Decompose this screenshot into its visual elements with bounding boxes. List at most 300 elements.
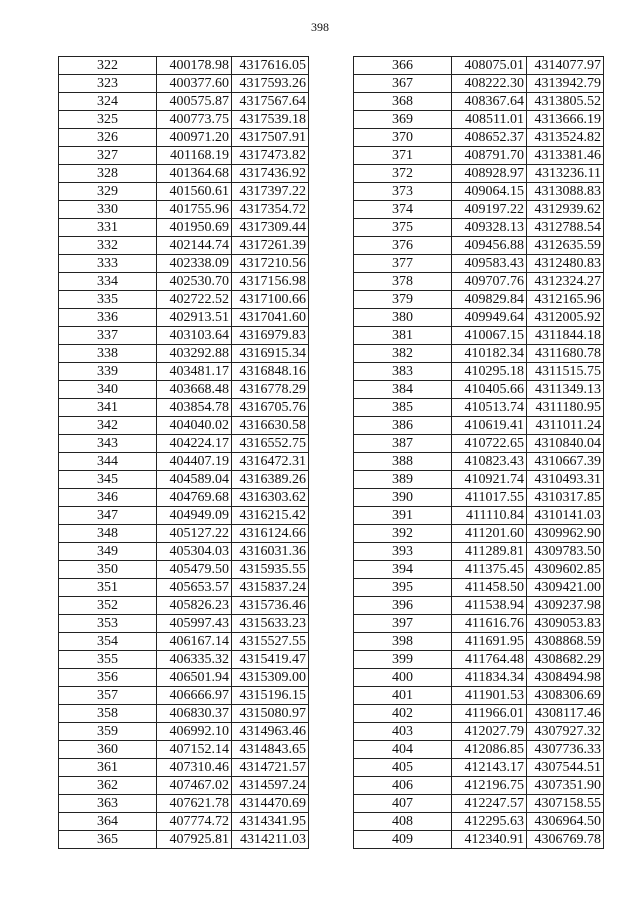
point-number-cell: 400	[354, 669, 452, 687]
x-coordinate-cell: 406335.32	[157, 651, 232, 669]
point-number-cell: 361	[59, 759, 157, 777]
x-coordinate-cell: 405653.57	[157, 579, 232, 597]
y-coordinate-cell: 4314211.03	[232, 831, 309, 849]
point-number-cell: 379	[354, 291, 452, 309]
x-coordinate-cell: 402722.52	[157, 291, 232, 309]
x-coordinate-cell: 411375.45	[452, 561, 527, 579]
x-coordinate-cell: 409456.88	[452, 237, 527, 255]
table-row	[59, 111, 309, 129]
table-row	[59, 345, 309, 363]
table-row	[59, 57, 309, 75]
point-number-cell: 341	[59, 399, 157, 417]
table-row	[59, 165, 309, 183]
y-coordinate-cell: 4314470.69	[232, 795, 309, 813]
table-row	[59, 561, 309, 579]
point-number-cell: 337	[59, 327, 157, 345]
x-coordinate-cell: 401755.96	[157, 201, 232, 219]
table-row	[59, 255, 309, 273]
table-row	[59, 219, 309, 237]
x-coordinate-cell: 406167.14	[157, 633, 232, 651]
table-row	[59, 633, 309, 651]
y-coordinate-cell: 4309962.90	[527, 525, 604, 543]
table-row	[59, 705, 309, 723]
x-coordinate-cell: 407310.46	[157, 759, 232, 777]
point-number-cell: 323	[59, 75, 157, 93]
x-coordinate-cell: 400575.87	[157, 93, 232, 111]
table-row	[59, 525, 309, 543]
y-coordinate-cell: 4315080.97	[232, 705, 309, 723]
table-row	[354, 597, 604, 615]
x-coordinate-cell: 408928.97	[452, 165, 527, 183]
table-row	[59, 237, 309, 255]
point-number-cell: 367	[354, 75, 452, 93]
point-number-cell: 366	[354, 57, 452, 75]
point-number-cell: 368	[354, 93, 452, 111]
y-coordinate-cell: 4315419.47	[232, 651, 309, 669]
x-coordinate-cell: 408222.30	[452, 75, 527, 93]
x-coordinate-cell: 412196.75	[452, 777, 527, 795]
point-number-cell: 381	[354, 327, 452, 345]
table-row	[354, 255, 604, 273]
x-coordinate-cell: 410921.74	[452, 471, 527, 489]
table-row	[59, 489, 309, 507]
table-row	[354, 741, 604, 759]
point-number-cell: 339	[59, 363, 157, 381]
x-coordinate-cell: 407621.78	[157, 795, 232, 813]
x-coordinate-cell: 410067.15	[452, 327, 527, 345]
point-number-cell: 350	[59, 561, 157, 579]
x-coordinate-cell: 404769.68	[157, 489, 232, 507]
point-number-cell: 376	[354, 237, 452, 255]
table-row	[354, 399, 604, 417]
y-coordinate-cell: 4314597.24	[232, 777, 309, 795]
y-coordinate-cell: 4314077.97	[527, 57, 604, 75]
point-number-cell: 327	[59, 147, 157, 165]
y-coordinate-cell: 4308306.69	[527, 687, 604, 705]
table-row	[354, 813, 604, 831]
table-row	[59, 687, 309, 705]
y-coordinate-cell: 4316705.76	[232, 399, 309, 417]
table-row	[354, 417, 604, 435]
x-coordinate-cell: 400773.75	[157, 111, 232, 129]
table-row	[59, 435, 309, 453]
x-coordinate-cell: 412340.91	[452, 831, 527, 849]
point-number-cell: 374	[354, 201, 452, 219]
y-coordinate-cell: 4313524.82	[527, 129, 604, 147]
y-coordinate-cell: 4316124.66	[232, 525, 309, 543]
x-coordinate-cell: 412247.57	[452, 795, 527, 813]
y-coordinate-cell: 4317041.60	[232, 309, 309, 327]
y-coordinate-cell: 4315837.24	[232, 579, 309, 597]
table-row	[354, 687, 604, 705]
table-row	[59, 93, 309, 111]
table-row	[354, 75, 604, 93]
x-coordinate-cell: 406501.94	[157, 669, 232, 687]
point-number-cell: 393	[354, 543, 452, 561]
point-number-cell: 343	[59, 435, 157, 453]
x-coordinate-cell: 412027.79	[452, 723, 527, 741]
x-coordinate-cell: 405304.03	[157, 543, 232, 561]
y-coordinate-cell: 4316848.16	[232, 363, 309, 381]
point-number-cell: 332	[59, 237, 157, 255]
table-row	[354, 543, 604, 561]
x-coordinate-cell: 411901.53	[452, 687, 527, 705]
point-number-cell: 328	[59, 165, 157, 183]
point-number-cell: 348	[59, 525, 157, 543]
y-coordinate-cell: 4313236.11	[527, 165, 604, 183]
table-row	[354, 723, 604, 741]
table-row	[354, 651, 604, 669]
y-coordinate-cell: 4315309.00	[232, 669, 309, 687]
x-coordinate-cell: 406666.97	[157, 687, 232, 705]
x-coordinate-cell: 411538.94	[452, 597, 527, 615]
page-number: 398	[311, 20, 329, 34]
y-coordinate-cell: 4317309.44	[232, 219, 309, 237]
point-number-cell: 355	[59, 651, 157, 669]
y-coordinate-cell: 4313381.46	[527, 147, 604, 165]
y-coordinate-cell: 4311349.13	[527, 381, 604, 399]
x-coordinate-cell: 410823.43	[452, 453, 527, 471]
point-number-cell: 392	[354, 525, 452, 543]
y-coordinate-cell: 4313942.79	[527, 75, 604, 93]
table-row	[59, 507, 309, 525]
y-coordinate-cell: 4313088.83	[527, 183, 604, 201]
x-coordinate-cell: 409064.15	[452, 183, 527, 201]
x-coordinate-cell: 403292.88	[157, 345, 232, 363]
table-row	[59, 363, 309, 381]
point-number-cell: 334	[59, 273, 157, 291]
point-number-cell: 335	[59, 291, 157, 309]
y-coordinate-cell: 4308117.46	[527, 705, 604, 723]
point-number-cell: 347	[59, 507, 157, 525]
x-coordinate-cell: 409949.64	[452, 309, 527, 327]
x-coordinate-cell: 401168.19	[157, 147, 232, 165]
x-coordinate-cell: 401364.68	[157, 165, 232, 183]
y-coordinate-cell: 4316215.42	[232, 507, 309, 525]
y-coordinate-cell: 4311515.75	[527, 363, 604, 381]
y-coordinate-cell: 4309602.85	[527, 561, 604, 579]
x-coordinate-cell: 409583.43	[452, 255, 527, 273]
y-coordinate-cell: 4316389.26	[232, 471, 309, 489]
point-number-cell: 390	[354, 489, 452, 507]
point-number-cell: 377	[354, 255, 452, 273]
point-number-cell: 373	[354, 183, 452, 201]
point-number-cell: 408	[354, 813, 452, 831]
y-coordinate-cell: 4313666.19	[527, 111, 604, 129]
x-coordinate-cell: 412086.85	[452, 741, 527, 759]
point-number-cell: 342	[59, 417, 157, 435]
y-coordinate-cell: 4312788.54	[527, 219, 604, 237]
point-number-cell: 396	[354, 597, 452, 615]
x-coordinate-cell: 411834.34	[452, 669, 527, 687]
point-number-cell: 397	[354, 615, 452, 633]
point-number-cell: 336	[59, 309, 157, 327]
x-coordinate-cell: 404949.09	[157, 507, 232, 525]
point-number-cell: 365	[59, 831, 157, 849]
y-coordinate-cell: 4316630.58	[232, 417, 309, 435]
table-row	[59, 75, 309, 93]
table-row	[354, 507, 604, 525]
y-coordinate-cell: 4309237.98	[527, 597, 604, 615]
x-coordinate-cell: 409197.22	[452, 201, 527, 219]
x-coordinate-cell: 408511.01	[452, 111, 527, 129]
table-row	[59, 201, 309, 219]
table-row	[354, 219, 604, 237]
y-coordinate-cell: 4310317.85	[527, 489, 604, 507]
y-coordinate-cell: 4309783.50	[527, 543, 604, 561]
y-coordinate-cell: 4308682.29	[527, 651, 604, 669]
y-coordinate-cell: 4317567.64	[232, 93, 309, 111]
point-number-cell: 402	[354, 705, 452, 723]
point-number-cell: 349	[59, 543, 157, 561]
y-coordinate-cell: 4317616.05	[232, 57, 309, 75]
point-number-cell: 329	[59, 183, 157, 201]
x-coordinate-cell: 407774.72	[157, 813, 232, 831]
point-number-cell: 404	[354, 741, 452, 759]
table-row	[354, 579, 604, 597]
y-coordinate-cell: 4310141.03	[527, 507, 604, 525]
x-coordinate-cell: 408075.01	[452, 57, 527, 75]
point-number-cell: 384	[354, 381, 452, 399]
point-number-cell: 387	[354, 435, 452, 453]
table-row	[59, 273, 309, 291]
x-coordinate-cell: 405997.43	[157, 615, 232, 633]
table-row	[354, 471, 604, 489]
point-number-cell: 330	[59, 201, 157, 219]
point-number-cell: 354	[59, 633, 157, 651]
table-row	[59, 327, 309, 345]
table-row	[59, 291, 309, 309]
x-coordinate-cell: 409328.13	[452, 219, 527, 237]
point-number-cell: 370	[354, 129, 452, 147]
point-number-cell: 394	[354, 561, 452, 579]
y-coordinate-cell: 4312165.96	[527, 291, 604, 309]
point-number-cell: 380	[354, 309, 452, 327]
x-coordinate-cell: 404589.04	[157, 471, 232, 489]
point-number-cell: 360	[59, 741, 157, 759]
y-coordinate-cell: 4307351.90	[527, 777, 604, 795]
y-coordinate-cell: 4308494.98	[527, 669, 604, 687]
point-number-cell: 331	[59, 219, 157, 237]
x-coordinate-cell: 411458.50	[452, 579, 527, 597]
y-coordinate-cell: 4316552.75	[232, 435, 309, 453]
y-coordinate-cell: 4306769.78	[527, 831, 604, 849]
x-coordinate-cell: 400377.60	[157, 75, 232, 93]
x-coordinate-cell: 410619.41	[452, 417, 527, 435]
table-row	[354, 93, 604, 111]
y-coordinate-cell: 4314341.95	[232, 813, 309, 831]
y-coordinate-cell: 4316472.31	[232, 453, 309, 471]
x-coordinate-cell: 411616.76	[452, 615, 527, 633]
table-row	[354, 759, 604, 777]
table-row	[354, 183, 604, 201]
y-coordinate-cell: 4317397.22	[232, 183, 309, 201]
table-row	[354, 129, 604, 147]
table-row	[354, 669, 604, 687]
table-row	[59, 597, 309, 615]
table-row	[59, 723, 309, 741]
x-coordinate-cell: 402530.70	[157, 273, 232, 291]
x-coordinate-cell: 403668.48	[157, 381, 232, 399]
point-number-cell: 333	[59, 255, 157, 273]
table-row	[59, 795, 309, 813]
y-coordinate-cell: 4316303.62	[232, 489, 309, 507]
point-number-cell: 388	[354, 453, 452, 471]
table-row	[59, 669, 309, 687]
y-coordinate-cell: 4312635.59	[527, 237, 604, 255]
table-row	[354, 831, 604, 849]
x-coordinate-cell: 411691.95	[452, 633, 527, 651]
y-coordinate-cell: 4309421.00	[527, 579, 604, 597]
x-coordinate-cell: 410722.65	[452, 435, 527, 453]
table-row	[354, 489, 604, 507]
table-row	[59, 129, 309, 147]
table-row	[354, 273, 604, 291]
table-row	[59, 777, 309, 795]
table-row	[354, 57, 604, 75]
x-coordinate-cell: 403481.17	[157, 363, 232, 381]
y-coordinate-cell: 4316915.34	[232, 345, 309, 363]
x-coordinate-cell: 402338.09	[157, 255, 232, 273]
y-coordinate-cell: 4316979.83	[232, 327, 309, 345]
x-coordinate-cell: 408791.70	[452, 147, 527, 165]
x-coordinate-cell: 408652.37	[452, 129, 527, 147]
point-number-cell: 391	[354, 507, 452, 525]
point-number-cell: 356	[59, 669, 157, 687]
x-coordinate-cell: 410295.18	[452, 363, 527, 381]
table-row	[354, 615, 604, 633]
y-coordinate-cell: 4308868.59	[527, 633, 604, 651]
y-coordinate-cell: 4314721.57	[232, 759, 309, 777]
x-coordinate-cell: 410182.34	[452, 345, 527, 363]
point-number-cell: 403	[354, 723, 452, 741]
point-number-cell: 325	[59, 111, 157, 129]
x-coordinate-cell: 409829.84	[452, 291, 527, 309]
y-coordinate-cell: 4307927.32	[527, 723, 604, 741]
x-coordinate-cell: 400971.20	[157, 129, 232, 147]
x-coordinate-cell: 407152.14	[157, 741, 232, 759]
point-number-cell: 386	[354, 417, 452, 435]
x-coordinate-cell: 411201.60	[452, 525, 527, 543]
table-row	[354, 525, 604, 543]
table-row	[59, 543, 309, 561]
x-coordinate-cell: 411017.55	[452, 489, 527, 507]
y-coordinate-cell: 4317354.72	[232, 201, 309, 219]
point-number-cell: 399	[354, 651, 452, 669]
x-coordinate-cell: 412143.17	[452, 759, 527, 777]
x-coordinate-cell: 412295.63	[452, 813, 527, 831]
table-row	[354, 795, 604, 813]
coordinates-table-right	[353, 56, 604, 849]
table-row	[354, 165, 604, 183]
y-coordinate-cell: 4315736.46	[232, 597, 309, 615]
table-row	[59, 651, 309, 669]
y-coordinate-cell: 4317436.92	[232, 165, 309, 183]
x-coordinate-cell: 403103.64	[157, 327, 232, 345]
point-number-cell: 353	[59, 615, 157, 633]
table-row	[354, 201, 604, 219]
y-coordinate-cell: 4317156.98	[232, 273, 309, 291]
table-row	[354, 345, 604, 363]
y-coordinate-cell: 4316778.29	[232, 381, 309, 399]
point-number-cell: 338	[59, 345, 157, 363]
y-coordinate-cell: 4312324.27	[527, 273, 604, 291]
x-coordinate-cell: 404040.02	[157, 417, 232, 435]
y-coordinate-cell: 4310840.04	[527, 435, 604, 453]
x-coordinate-cell: 401560.61	[157, 183, 232, 201]
point-number-cell: 369	[354, 111, 452, 129]
point-number-cell: 357	[59, 687, 157, 705]
coordinates-table-left	[58, 56, 309, 849]
y-coordinate-cell: 4317100.66	[232, 291, 309, 309]
x-coordinate-cell: 407467.02	[157, 777, 232, 795]
point-number-cell: 371	[354, 147, 452, 165]
point-number-cell: 322	[59, 57, 157, 75]
x-coordinate-cell: 405127.22	[157, 525, 232, 543]
y-coordinate-cell: 4311680.78	[527, 345, 604, 363]
x-coordinate-cell: 411110.84	[452, 507, 527, 525]
table-row	[354, 435, 604, 453]
point-number-cell: 344	[59, 453, 157, 471]
table-row	[354, 327, 604, 345]
x-coordinate-cell: 407925.81	[157, 831, 232, 849]
y-coordinate-cell: 4315196.15	[232, 687, 309, 705]
table-row	[354, 111, 604, 129]
y-coordinate-cell: 4317473.82	[232, 147, 309, 165]
table-row	[354, 561, 604, 579]
point-number-cell: 362	[59, 777, 157, 795]
y-coordinate-cell: 4315633.23	[232, 615, 309, 633]
x-coordinate-cell: 411764.48	[452, 651, 527, 669]
y-coordinate-cell: 4306964.50	[527, 813, 604, 831]
y-coordinate-cell: 4317507.91	[232, 129, 309, 147]
y-coordinate-cell: 4312939.62	[527, 201, 604, 219]
x-coordinate-cell: 406830.37	[157, 705, 232, 723]
table-row	[59, 759, 309, 777]
y-coordinate-cell: 4314843.65	[232, 741, 309, 759]
y-coordinate-cell: 4317539.18	[232, 111, 309, 129]
x-coordinate-cell: 406992.10	[157, 723, 232, 741]
y-coordinate-cell: 4310493.31	[527, 471, 604, 489]
point-number-cell: 405	[354, 759, 452, 777]
x-coordinate-cell: 402913.51	[157, 309, 232, 327]
point-number-cell: 406	[354, 777, 452, 795]
y-coordinate-cell: 4317261.39	[232, 237, 309, 255]
point-number-cell: 351	[59, 579, 157, 597]
x-coordinate-cell: 411289.81	[452, 543, 527, 561]
x-coordinate-cell: 405826.23	[157, 597, 232, 615]
table-row	[59, 813, 309, 831]
table-row	[59, 417, 309, 435]
x-coordinate-cell: 405479.50	[157, 561, 232, 579]
point-number-cell: 385	[354, 399, 452, 417]
point-number-cell: 324	[59, 93, 157, 111]
table-row	[59, 399, 309, 417]
y-coordinate-cell: 4314963.46	[232, 723, 309, 741]
y-coordinate-cell: 4311844.18	[527, 327, 604, 345]
table-row	[354, 633, 604, 651]
x-coordinate-cell: 404224.17	[157, 435, 232, 453]
y-coordinate-cell: 4311011.24	[527, 417, 604, 435]
y-coordinate-cell: 4312005.92	[527, 309, 604, 327]
y-coordinate-cell: 4313805.52	[527, 93, 604, 111]
table-row	[59, 147, 309, 165]
y-coordinate-cell: 4311180.95	[527, 399, 604, 417]
x-coordinate-cell: 408367.64	[452, 93, 527, 111]
table-row	[59, 309, 309, 327]
table-row	[59, 615, 309, 633]
table-row	[354, 705, 604, 723]
